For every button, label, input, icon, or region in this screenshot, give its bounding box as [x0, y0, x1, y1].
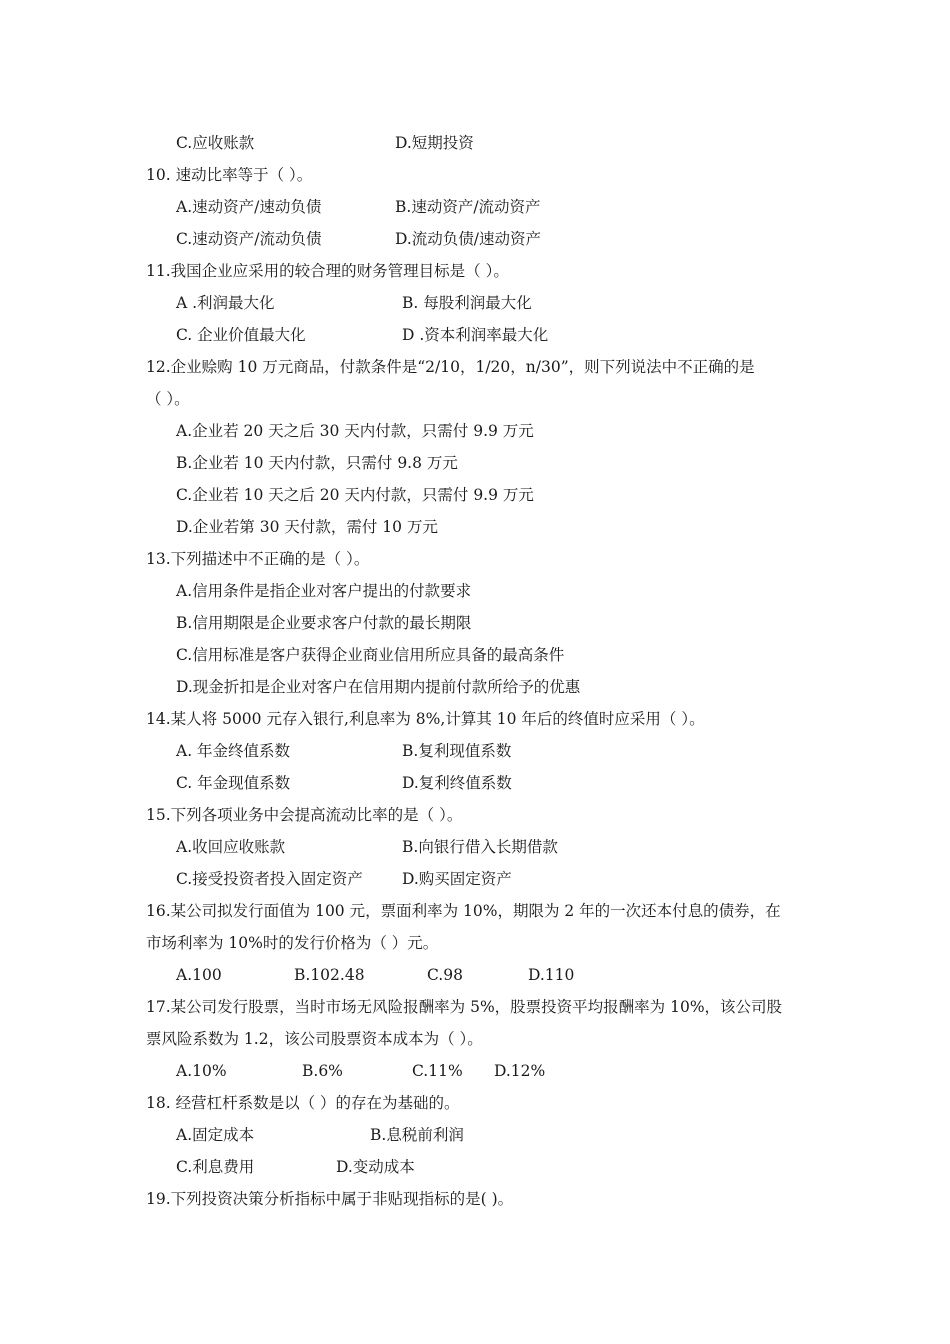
q17-stem-line2: 票风险系数为 1.2，该公司股票资本成本为（ ）。 [146, 1030, 483, 1048]
q13-stem: 13.下列描述中不正确的是（ ）。 [146, 550, 370, 568]
q18-option-a: A.固定成本 [176, 1126, 255, 1144]
q10-option-c: C.速动资产/流动负债 [176, 230, 322, 248]
q13-option-d: D.现金折扣是企业对客户在信用期内提前付款所给予的优惠 [176, 678, 581, 696]
q16-option-b: B.102.48 [294, 966, 365, 984]
q15-option-d: D.购买固定资产 [402, 870, 512, 888]
q16-option-d: D.110 [528, 966, 575, 984]
q16-stem-line2: 市场利率为 10%时的发行价格为（ ）元。 [146, 934, 439, 952]
q11-option-a: A .利润最大化 [176, 294, 275, 312]
q17-stem-line1: 17.某公司发行股票，当时市场无风险报酬率为 5%，股票投资平均报酬率为 10%，该公司股 [146, 998, 783, 1016]
q12-option-d: D.企业若第 30 天付款，需付 10 万元 [176, 518, 438, 536]
q17-option-b: B.6% [302, 1062, 343, 1080]
q10-option-a: A.速动资产/速动负债 [176, 198, 322, 216]
q11-option-c: C. 企业价值最大化 [176, 326, 306, 344]
q17-option-a: A.10% [176, 1062, 227, 1080]
q16-stem-line1: 16.某公司拟发行面值为 100 元，票面利率为 10%，期限为 2 年的一次还本付息的债券，在 [146, 902, 781, 920]
q10-stem: 10. 速动比率等于（ ）。 [146, 166, 313, 184]
q12-stem-line2: （ ）。 [146, 390, 190, 408]
q11-stem: 11.我国企业应采用的较合理的财务管理目标是（ ）。 [146, 262, 509, 280]
q11-option-b: B. 每股利润最大化 [402, 294, 532, 312]
q12-option-b: B.企业若 10 天内付款，只需付 9.8 万元 [176, 454, 458, 472]
q9-option-c: C.应收账款 [176, 134, 255, 152]
q12-stem-line1: 12.企业赊购 10 万元商品，付款条件是“2/10，1/20，n/30”，则下列说法中不正确的是 [146, 358, 755, 376]
q17-option-d: D.12% [494, 1062, 546, 1080]
q14-option-c: C. 年金现值系数 [176, 774, 291, 792]
q12-option-c: C.企业若 10 天之后 20 天内付款，只需付 9.9 万元 [176, 486, 534, 504]
q18-option-d: D.变动成本 [336, 1158, 415, 1176]
q14-option-a: A. 年金终值系数 [176, 742, 291, 760]
q13-option-c: C.信用标准是客户获得企业商业信用所应具备的最高条件 [176, 646, 565, 664]
q16-option-c: C.98 [427, 966, 463, 984]
q10-option-d: D.流动负债/速动资产 [395, 230, 542, 248]
q18-option-c: C.利息费用 [176, 1158, 255, 1176]
q14-option-d: D.复利终值系数 [402, 774, 512, 792]
q16-option-a: A.100 [176, 966, 222, 984]
q11-option-d: D .资本利润率最大化 [402, 326, 549, 344]
q14-stem: 14.某人将 5000 元存入银行,利息率为 8%,计算其 10 年后的终值时应采用（ ）。 [146, 710, 705, 728]
q15-option-a: A.收回应收账款 [176, 838, 286, 856]
q14-option-b: B.复利现值系数 [402, 742, 512, 760]
q18-option-b: B.息税前利润 [370, 1126, 464, 1144]
q17-option-c: C.11% [412, 1062, 463, 1080]
q13-option-a: A.信用条件是指企业对客户提出的付款要求 [176, 582, 472, 600]
q12-option-a: A.企业若 20 天之后 30 天内付款，只需付 9.9 万元 [176, 422, 534, 440]
q9-option-d: D.短期投资 [395, 134, 474, 152]
q15-stem: 15.下列各项业务中会提高流动比率的是（ ）。 [146, 806, 463, 824]
q19-stem: 19.下列投资决策分析指标中属于非贴现指标的是( )。 [146, 1190, 514, 1208]
q13-option-b: B.信用期限是企业要求客户付款的最长期限 [176, 614, 472, 632]
q15-option-c: C.接受投资者投入固定资产 [176, 870, 363, 888]
q15-option-b: B.向银行借入长期借款 [402, 838, 558, 856]
q10-option-b: B.速动资产/流动资产 [395, 198, 541, 216]
q18-stem: 18. 经营杠杆系数是以（ ）的存在为基础的。 [146, 1094, 460, 1112]
